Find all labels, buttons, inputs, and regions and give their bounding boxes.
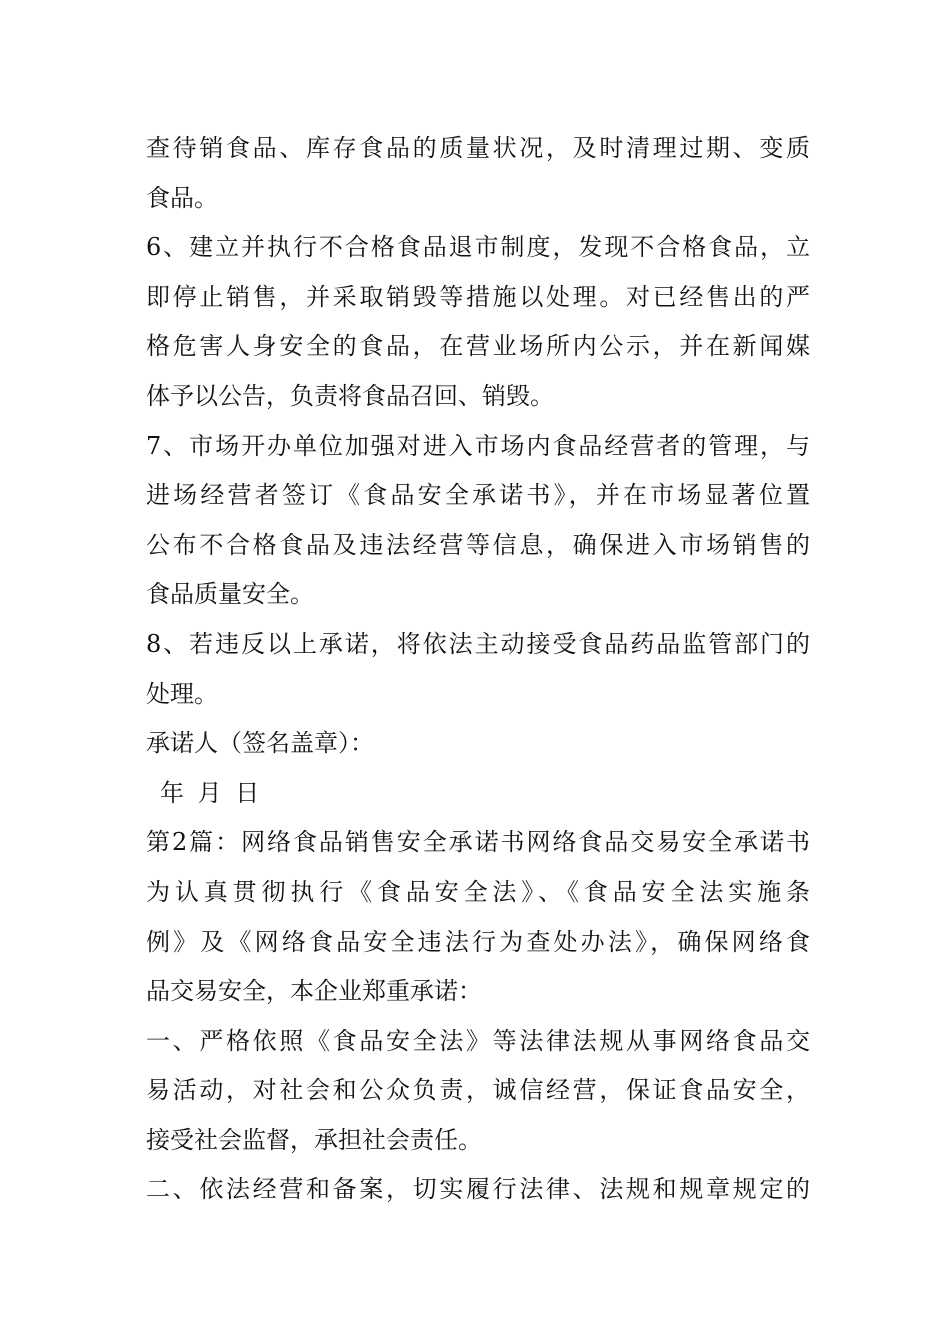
text-line: 即停止销售，并采取销毁等措施以处理。对已经售出的严 bbox=[146, 282, 810, 311]
text-line: 处理。 bbox=[146, 679, 218, 708]
text-line: 6、建立并执行不合格食品退市制度，发现不合格食品，立 bbox=[146, 233, 810, 262]
text-line: 进场经营者签订《食品安全承诺书》，并在市场显著位置 bbox=[146, 481, 810, 510]
text-line: 食品。 bbox=[146, 183, 218, 212]
text-line: 格危害人身安全的食品，在营业场所内公示，并在新闻媒 bbox=[146, 332, 810, 361]
text-line: 接受社会监督，承担社会责任。 bbox=[146, 1125, 482, 1154]
text-line: 公布不合格食品及违法经营等信息，确保进入市场销售的 bbox=[146, 530, 810, 559]
document-body bbox=[146, 124, 810, 1215]
section-heading: 第2篇：网络食品销售安全承诺书网络食品交易安全承诺书 bbox=[146, 828, 810, 857]
text-line: 7、市场开办单位加强对进入市场内食品经营者的管理，与 bbox=[146, 431, 810, 460]
text-line: 例》及《网络食品安全违法行为查处办法》，确保网络食 bbox=[146, 927, 810, 956]
text-line: 为认真贯彻执行《食品安全法》、《食品安全法实施条 bbox=[146, 877, 810, 906]
text-line: 品交易安全，本企业郑重承诺： bbox=[146, 977, 482, 1006]
text-line: 易活动，对社会和公众负责，诚信经营，保证食品安全， bbox=[146, 1076, 810, 1105]
text-line: 查待销食品、库存食品的质量状况，及时清理过期、变质 bbox=[146, 134, 810, 162]
text-line: 二、依法经营和备案，切实履行法律、法规和规章规定的 bbox=[146, 1175, 810, 1204]
date-line: 年 月 日 bbox=[160, 778, 260, 807]
text-line: 8、若违反以上承诺，将依法主动接受食品药品监管部门的 bbox=[146, 629, 810, 658]
text-line: 食品质量安全。 bbox=[146, 580, 314, 609]
signature-label: 承诺人（签名盖章）： bbox=[146, 729, 374, 758]
text-line: 体予以公告，负责将食品召回、销毁。 bbox=[146, 381, 554, 410]
text-line: 一、严格依照《食品安全法》等法律法规从事网络食品交 bbox=[146, 1026, 810, 1055]
